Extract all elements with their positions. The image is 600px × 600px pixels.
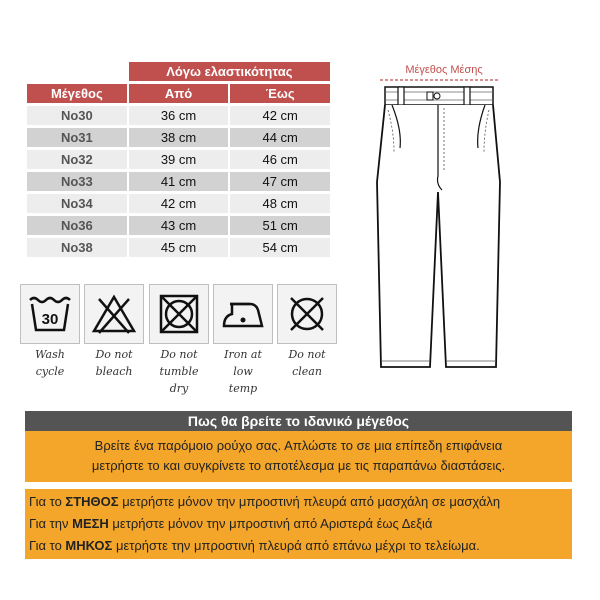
table-row	[27, 172, 330, 191]
size-cell: No30	[27, 106, 127, 125]
table-row	[27, 128, 330, 147]
table-row	[27, 150, 330, 169]
care-label-bleach: Do not bleach	[95, 348, 133, 378]
table-header-top	[27, 62, 330, 81]
size-cell: No36	[27, 216, 127, 235]
to-cell: 44 cm	[230, 128, 330, 147]
table-row	[27, 194, 330, 213]
care-item-wash	[20, 284, 80, 380]
do-not-dry-clean-icon	[285, 292, 329, 336]
care-label-dryclean: Do not clean	[288, 348, 326, 378]
iron-low-temp-icon	[220, 296, 266, 332]
do-not-tumble-dry-icon	[157, 292, 201, 336]
care-label-tumble: Do not tumble dry	[159, 348, 199, 395]
to-column-header: Έως	[230, 84, 330, 103]
size-cell: No33	[27, 172, 127, 191]
to-cell: 48 cm	[230, 194, 330, 213]
do-not-bleach-icon	[91, 293, 137, 335]
size-table	[25, 59, 332, 260]
size-cell: No38	[27, 238, 127, 257]
table-row	[27, 106, 330, 125]
table-row	[27, 216, 330, 235]
from-cell: 45 cm	[129, 238, 229, 257]
keyword: ΜΕΣΗ	[72, 516, 109, 531]
keyword: ΜΗΚΟΣ	[65, 538, 113, 553]
from-cell: 42 cm	[129, 194, 229, 213]
care-item-tumble	[149, 284, 209, 397]
to-cell: 42 cm	[230, 106, 330, 125]
care-item-bleach	[84, 284, 144, 380]
to-cell: 47 cm	[230, 172, 330, 191]
from-cell: 39 cm	[129, 150, 229, 169]
size-cell: No31	[27, 128, 127, 147]
from-column-header: Από	[129, 84, 229, 103]
from-cell: 38 cm	[129, 128, 229, 147]
from-cell: 36 cm	[129, 106, 229, 125]
wash-30-icon	[28, 294, 72, 334]
table-header	[27, 84, 330, 103]
size-cell: No34	[27, 194, 127, 213]
care-instructions	[20, 284, 340, 404]
to-cell: 54 cm	[230, 238, 330, 257]
guide-intro-line: μετρήστε το και συγκρίνετε το αποτέλεσμα με τις παραπάνω διαστάσεις.	[91, 458, 506, 473]
from-cell: 41 cm	[129, 172, 229, 191]
instruction-length: Για το ΜΗΚΟΣ μετρήστε την μπροστινή πλευρά από επάνω μέχρι το τελείωμα.	[29, 538, 480, 553]
care-item-dryclean	[277, 284, 337, 380]
table-row	[27, 238, 330, 257]
guide-intro-line: Βρείτε ένα παρόμοιο ρούχο σας. Απλώστε το σε μια επίπεδη επιφάνεια	[94, 438, 503, 453]
wash-temp-text: 30	[41, 311, 59, 328]
pants-illustration	[372, 72, 512, 382]
from-cell: 43 cm	[129, 216, 229, 235]
stretch-header: Λόγω ελαστικότητας	[129, 62, 330, 81]
instruction-chest: Για το ΣΤΗΘΟΣ μετρήστε μόνον την μπροστινή πλευρά από μασχάλη σε μασχάλη	[29, 494, 501, 509]
keyword: ΣΤΗΘΟΣ	[65, 494, 119, 509]
guide-intro	[25, 431, 572, 482]
size-column-header: Μέγεθος	[27, 84, 127, 103]
care-item-iron	[213, 284, 273, 397]
to-cell: 46 cm	[230, 150, 330, 169]
size-guide-panel	[25, 411, 572, 559]
guide-instructions	[25, 489, 572, 559]
to-cell: 51 cm	[230, 216, 330, 235]
waist-size-title: Μέγεθος Μέσης	[405, 64, 483, 76]
care-label-wash: Wash cycle	[35, 348, 65, 378]
guide-title: Πως θα βρείτε το ιδανικό μέγεθος	[25, 411, 572, 431]
care-label-iron: Iron at low temp	[224, 348, 262, 395]
size-cell: No32	[27, 150, 127, 169]
instruction-waist: Για την ΜΕΣΗ μετρήστε μόνον την μπροστινή από Αριστερά έως Δεξιά	[29, 516, 433, 531]
